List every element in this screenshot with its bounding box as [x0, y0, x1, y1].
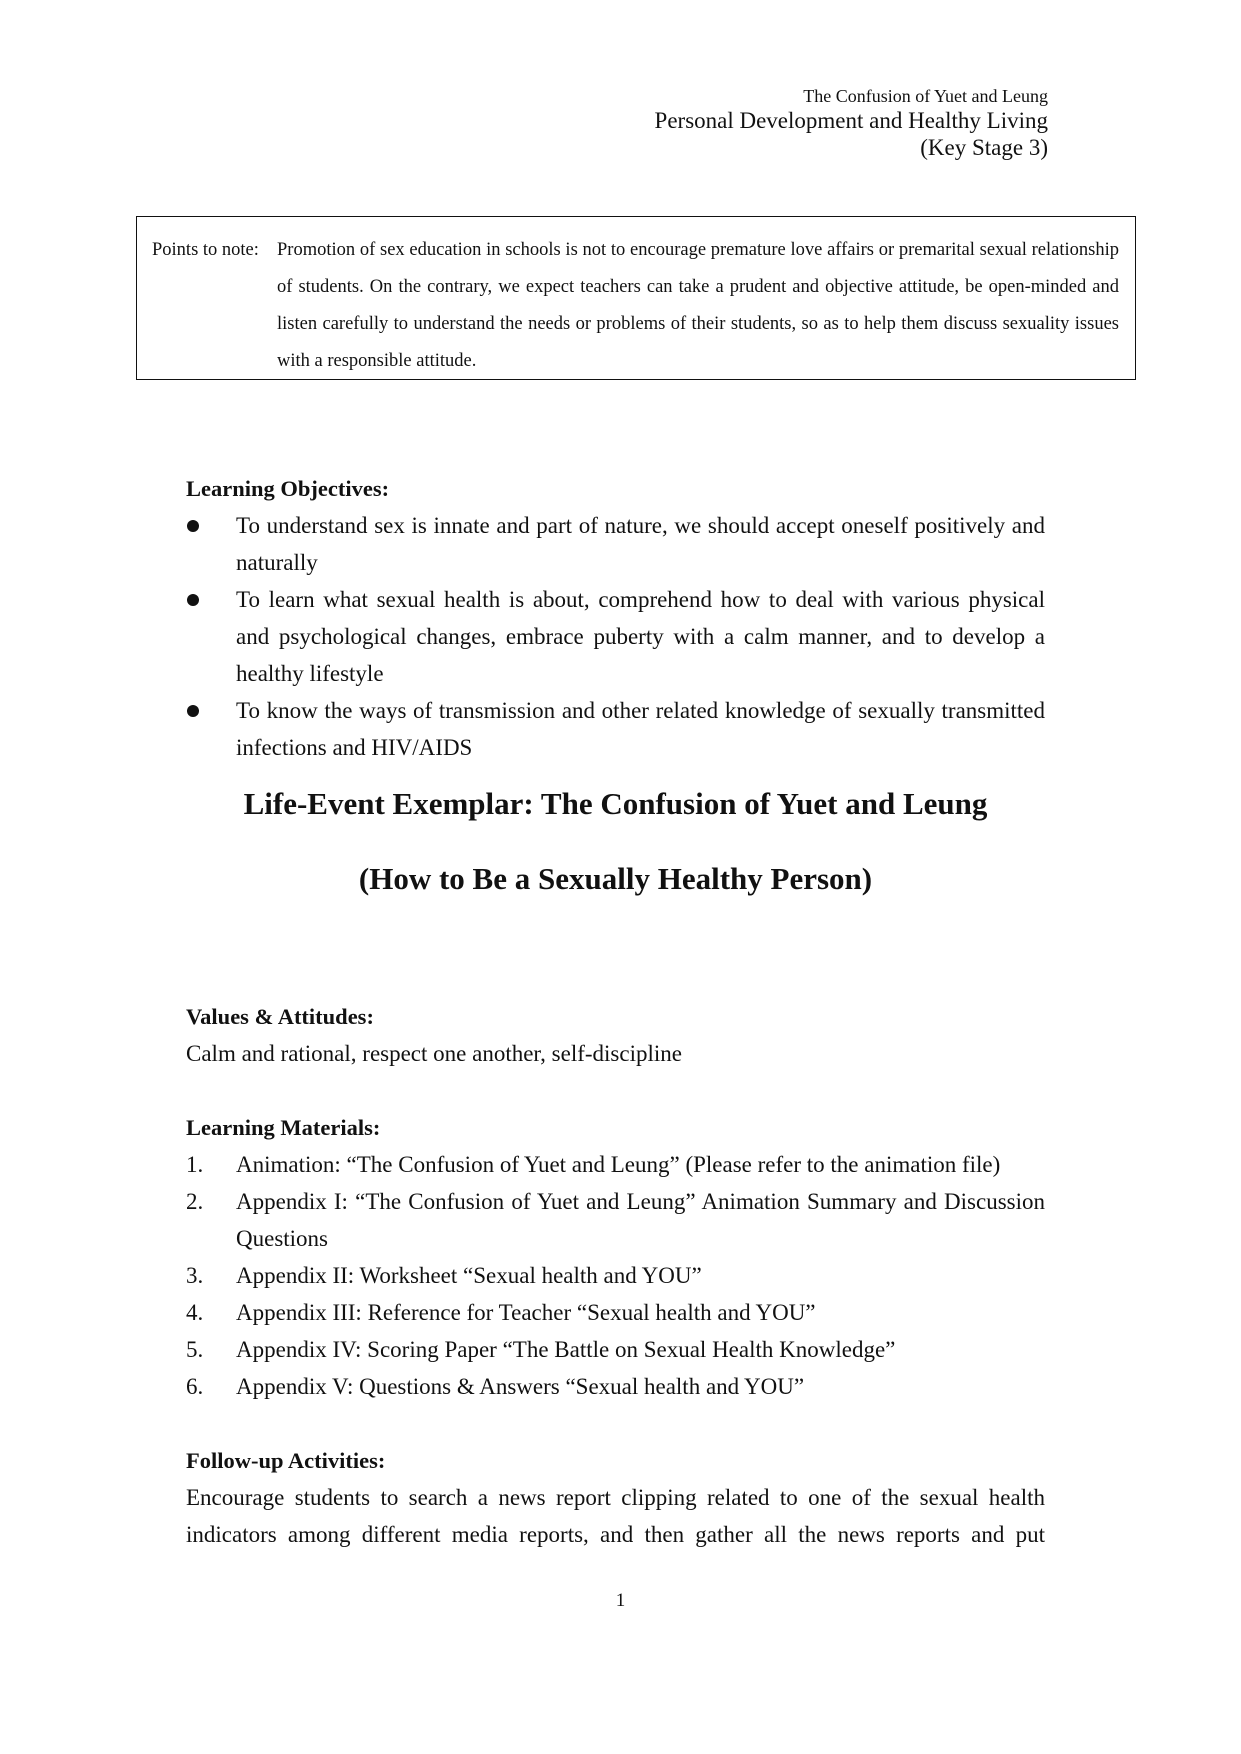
- item-number: 1.: [186, 1152, 204, 1177]
- material-text: Appendix V: Questions & Answers “Sexual health and YOU”: [236, 1374, 805, 1399]
- header-doc-title: The Confusion of Yuet and Leung: [803, 86, 1048, 106]
- bullet-icon: [187, 594, 199, 606]
- objective-text: To understand sex is innate and part of nature, we should accept oneself positively and naturally: [236, 513, 1045, 575]
- list-item: [186, 1146, 1045, 1183]
- points-to-note-box: [136, 216, 1136, 380]
- item-number: 4.: [186, 1300, 204, 1325]
- followup-title: Follow-up Activities:: [186, 1448, 386, 1473]
- material-text: Appendix I: “The Confusion of Yuet and Leung” Animation Summary and Discussion Questions: [236, 1189, 1045, 1251]
- list-item: [186, 692, 1045, 766]
- list-item: [186, 507, 1045, 581]
- material-text: Appendix III: Reference for Teacher “Sexual health and YOU”: [236, 1300, 816, 1325]
- list-item: [186, 1294, 1045, 1331]
- header-stage: (Key Stage 3): [920, 135, 1048, 161]
- item-number: 6.: [186, 1374, 204, 1399]
- main-content: [186, 470, 1045, 1553]
- material-text: Appendix IV: Scoring Paper “The Battle on Sexual Health Knowledge”: [236, 1337, 896, 1362]
- note-text: Promotion of sex education in schools is not to encourage premature love affairs or premarital sexual relationship of students. On the contrary, we expect teachers can take a prudent and objective attitude, be open-minded and listen carefully to understand the needs or problems of their students, so as to help them discuss sexuality issues with a responsible attitude.: [277, 240, 1119, 371]
- list-item: [186, 1183, 1045, 1257]
- list-item: [186, 581, 1045, 692]
- page-header: [655, 86, 1048, 161]
- material-text: Animation: “The Confusion of Yuet and Leung” (Please refer to the animation file): [236, 1152, 1001, 1177]
- material-text: Appendix II: Worksheet “Sexual health and YOU”: [236, 1263, 702, 1288]
- list-item: [186, 1331, 1045, 1368]
- item-number: 2.: [186, 1189, 204, 1214]
- main-title: Life-Event Exemplar: The Confusion of Yuet and Leung: [243, 786, 988, 821]
- objective-text: To know the ways of transmission and other related knowledge of sexually transmitted infections and HIV/AIDS: [236, 698, 1045, 760]
- values-title: Values & Attitudes:: [186, 1004, 374, 1029]
- main-subtitle: (How to Be a Sexually Healthy Person): [358, 861, 873, 896]
- page-number: 1: [615, 1590, 626, 1611]
- list-item: [186, 1368, 1045, 1405]
- materials-list: [186, 1146, 1045, 1405]
- header-subject: Personal Development and Healthy Living: [654, 108, 1048, 134]
- item-number: 3.: [186, 1263, 204, 1288]
- values-text: Calm and rational, respect one another, self-discipline: [186, 1041, 682, 1066]
- note-label: Points to note:: [152, 240, 259, 260]
- item-number: 5.: [186, 1337, 204, 1362]
- followup-text: Encourage students to search a news report clipping related to one of the sexual health indicators among different media reports, and then gather all the news reports and put: [186, 1485, 1045, 1547]
- list-item: [186, 1257, 1045, 1294]
- bullet-icon: [187, 520, 199, 532]
- materials-title: Learning Materials:: [186, 1115, 381, 1140]
- bullet-icon: [187, 705, 199, 717]
- learning-objectives-list: [186, 507, 1045, 766]
- learning-objectives-title: Learning Objectives:: [186, 476, 390, 501]
- objective-text: To learn what sexual health is about, comprehend how to deal with various physical and psychological changes, embrace puberty with a calm manner, and to develop a healthy lifestyle: [236, 587, 1045, 686]
